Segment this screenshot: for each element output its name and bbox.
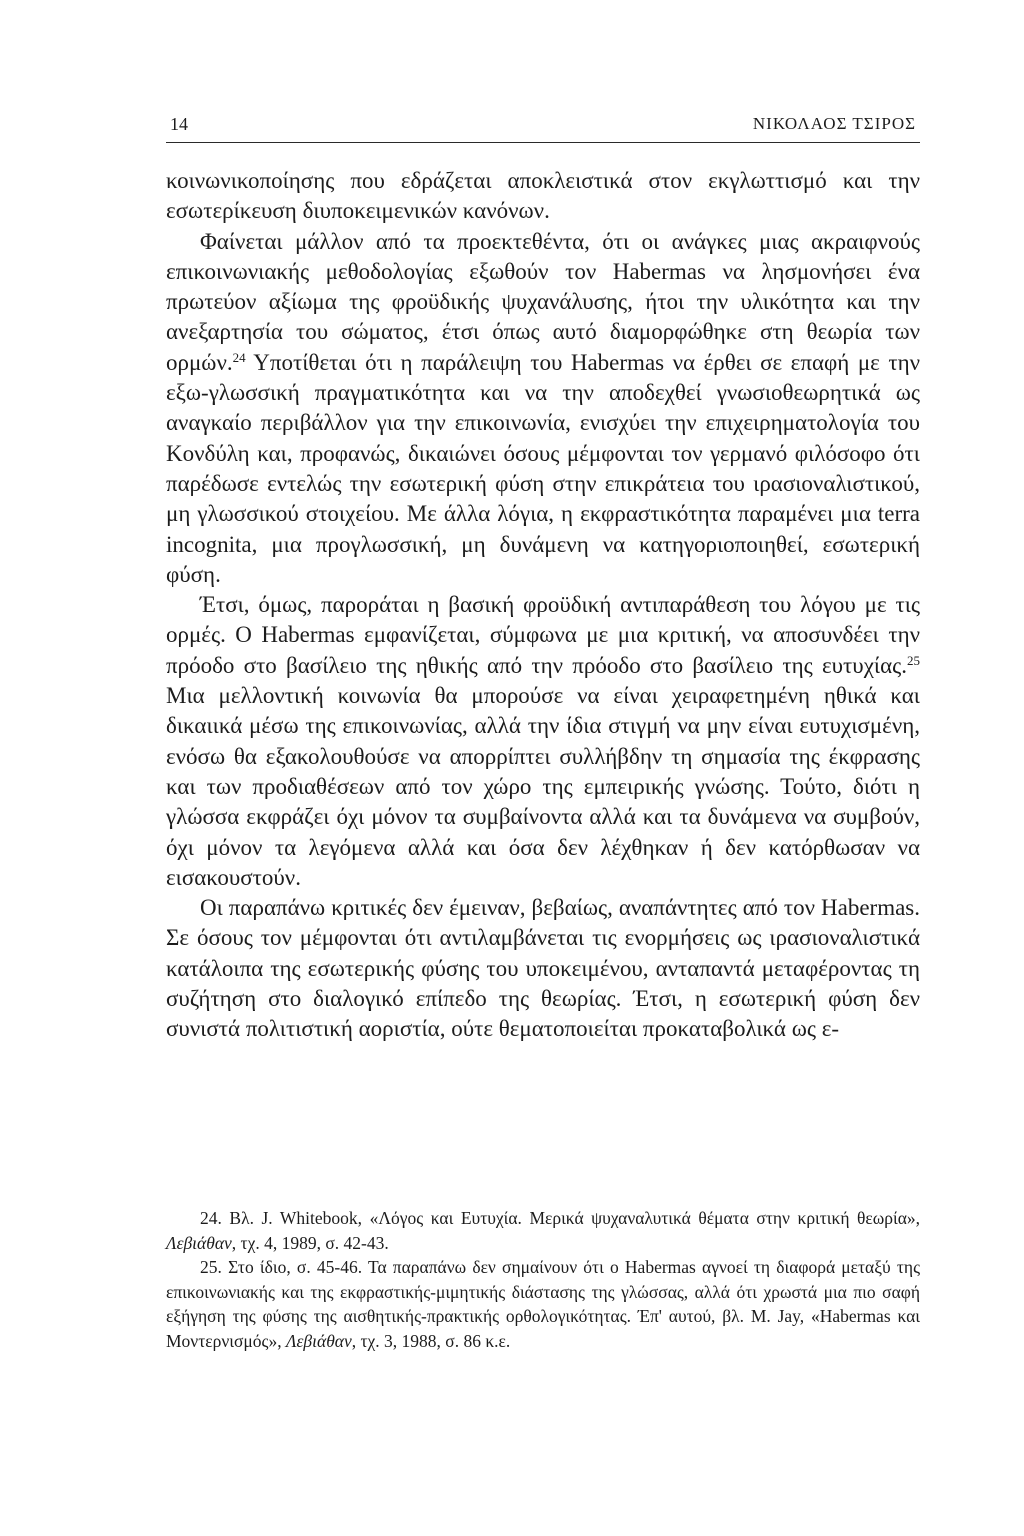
footnote-25: 25. Στο ίδιο, σ. 45-46. Τα παραπάνω δεν σημαίνουν ότι ο Habermas αγνοεί τη διαφορά μεταξύ της επικοινωνιακής και της εκφραστικής-μιμητικής διάστασης της γλώσσας, αλλά ότι χρωστά μια πιο σαφή εξήγηση της φύσης της αισθητικής-πρακτικής ορθολογικότητας. Έπ' αυτού, βλ. M. Jay, «Habermas και Μοντερνισμός», Λεβιάθαν, τχ. 3, 1988, σ. 86 κ.ε. [166,1257,920,1351]
page-header [166,108,920,143]
paragraph-2: Φαίνεται μάλλον από τα προεκτεθέντα, ότι οι ανάγκες μιας ακραιφνούς επικοινωνιακής μεθοδολογίας εξωθούν τον Habermas να λησμονήσει ένα πρωτεύον αξίωμα της φροϋδικής ψυχανάλυσης, ήτοι την υλικότητα και την ανεξαρτησία του σώματος, έτσι όπως αυτό διαμορφώθηκε στη θεωρία των ορμών.$^{24}$ Υποτίθεται ότι η παράλειψη του Habermas να έρθει σε επαφή με την εξω-γλωσσική πραγματικότητα και να την αποδεχθεί γνωσιοθεωρητικά ως αναγκαίο περιβάλλον για την επικοινωνία, ενισχύει την επιχειρηματολογία του Κονδύλη και, προφανώς, δικαιώνει όσους μέμφονται τον γερμανό φιλόσοφο ότι παρέδωσε εντελώς την εσωτερική φύση στην επικράτεια του ιρασιοναλιστικού, μη γλωσσικού στοιχείου. Με άλλα λόγια, η εκφραστικότητα παραμένει μια terra incognita, μια προγλωσσική, μη δυνάμενη να κατηγοριοποιηθεί, εσωτερική φύση. [166,228,920,587]
page-number: 14 [170,114,188,134]
paragraph-1: κοινωνικοποίησης που εδράζεται αποκλειστικά στον εκγλωττισμό και την εσωτερίκευση διυποκειμενικών κανόνων. [166,168,920,224]
footnotes [166,1206,920,1353]
body-text [166,166,920,1045]
paragraph-4: Οι παραπάνω κριτικές δεν έμειναν, βεβαίως, αναπάντητες από τον Habermas. Σε όσους τον μέμφονται ότι αντιλαμβάνεται τις ενορμήσεις ως ιρασιοναλιστικά κατάλοιπα της εσωτερικής φύσης του υποκειμένου, ανταπαντά μεταφέροντας τη συζήτηση στο διαλογικό επίπεδο της θεωρίας. Έτσι, η εσωτερική φύση δεν συνιστά πολιτιστική αοριστία, ούτε θεματοποιείται προκαταβολικά ως ε- [166,895,920,1042]
journal-title: Λεβιάθαν [166,1232,232,1253]
footnote-ref-25: 25 [907,652,920,668]
footnote-24: 24. Βλ. J. Whitebook, «Λόγος και Ευτυχία. Μερικά ψυχαναλυτικά θέματα στην κριτική θεωρία», Λεβιάθαν, τχ. 4, 1989, σ. 42-43. [166,1208,920,1253]
footnote-ref-24: 24 [232,349,246,365]
running-title: ΝΙΚΟΛΑΟΣ ΤΣΙΡΟΣ [752,114,916,133]
journal-title: Λεβιάθαν [285,1330,352,1351]
paragraph-3: Έτσι, όμως, παροράται η βασική φροϋδική αντιπαράθεση του λόγου με τις ορμές. Ο Habermas εμφανίζεται, σύμφωνα με μια κριτική, να αποσυνδέει την πρόοδο στο βασίλειο της ηθικής από την πρόοδο στο βασίλειο της ευτυχίας.$^{25}$ Μια μελλοντική κοινωνία θα μπορούσε να είναι χειραφετημένη ηθικά και δικαιικά μέσω της επικοινωνίας, αλλά την ίδια στιγμή να μην είναι ευτυχισμένη, ενόσω θα εξακολουθούσε να απορρίπτει συλλήβδην τη σημασία της έκφρασης και των προδιαθέσεων από τον χώρο της εμπειρικής γνώσης. Τούτο, διότι η γλώσσα εκφράζει όχι μόνον τα συμβαίνοντα αλλά και τα δυνάμενα να συμβούν, όχι μόνον τα λεγόμενα αλλά και όσα δεν λέχθηκαν ή δεν κατόρθωσαν να εισακουστούν. [166,592,920,890]
